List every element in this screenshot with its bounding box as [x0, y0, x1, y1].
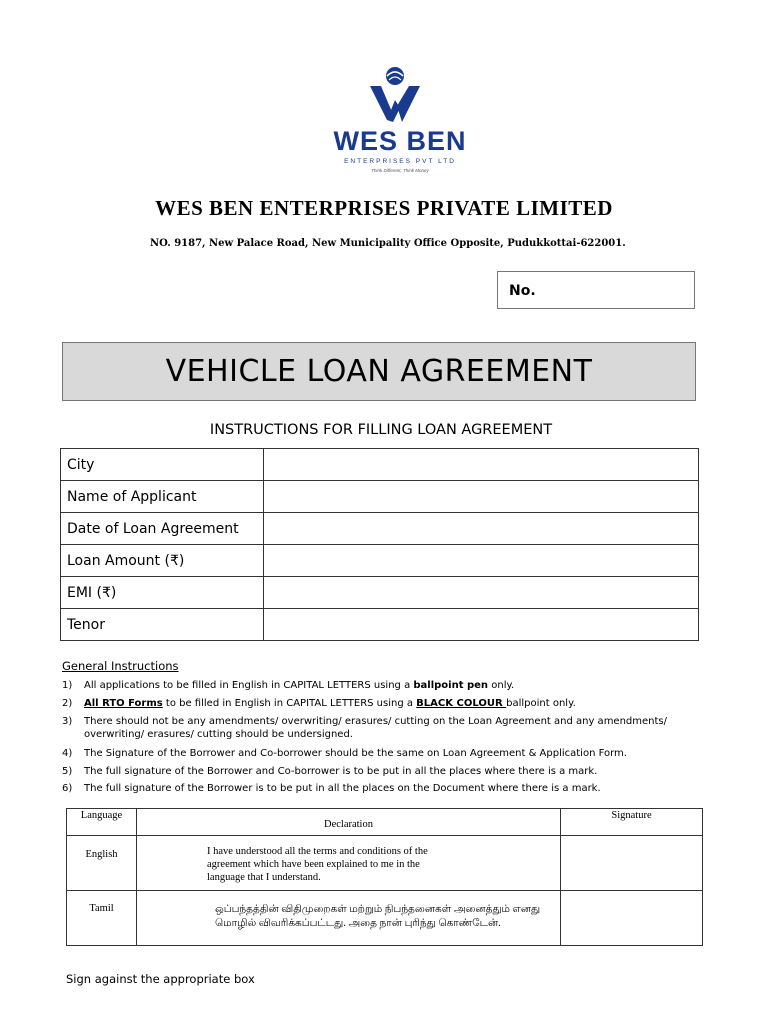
logo-tagline: Think Different, Think Money	[371, 168, 429, 173]
agreement-number-label: No.	[509, 283, 536, 299]
english-declaration	[137, 836, 561, 891]
declaration-line: I have understood all the terms and conditions of the	[207, 846, 428, 857]
instruction-number: 2)	[62, 698, 73, 709]
emi-label: EMI (₹)	[61, 577, 264, 609]
table-row	[61, 449, 699, 481]
logo-subtitle: ENTERPRISES PVT LTD	[344, 158, 456, 165]
instruction-number: 6)	[62, 783, 73, 794]
agreement-date-field[interactable]	[264, 513, 699, 545]
loan-details-table	[60, 448, 699, 641]
document-title: VEHICLE LOAN AGREEMENT	[62, 342, 696, 401]
instruction-emphasis: All RTO Forms	[84, 698, 163, 709]
instruction-number: 3)	[62, 716, 73, 727]
wesben-logo-mark-icon	[325, 60, 475, 126]
table-row	[67, 836, 703, 891]
instruction-number: 1)	[62, 680, 73, 691]
instruction-number: 5)	[62, 766, 73, 777]
general-instructions-title: General Instructions	[62, 659, 179, 673]
emi-field[interactable]	[264, 577, 699, 609]
instruction-text-part: All applications to be filled in English in CAPITAL LETTERS using a	[84, 680, 414, 691]
company-logo	[325, 60, 475, 180]
declaration-line: language that I understand.	[207, 872, 321, 883]
declaration-line: ஒப்பந்தத்தின் விதிமுறைகள் மற்றும் நிபந்தனைகள் அனைத்தும் எனது	[215, 904, 541, 915]
english-signature-box[interactable]	[561, 836, 703, 891]
instruction-text-part: ballpoint only.	[506, 698, 576, 709]
table-row	[61, 577, 699, 609]
declaration-table	[66, 808, 703, 946]
instruction-text-part: overwriting/ erasures/ cutting should be undersigned.	[84, 729, 353, 740]
instruction-text-part: to be filled in English in CAPITAL LETTERS using a	[162, 698, 417, 709]
table-row	[61, 609, 699, 641]
table-row	[61, 481, 699, 513]
declaration-header: Declaration	[137, 809, 561, 836]
city-field[interactable]	[264, 449, 699, 481]
company-address: NO. 9187, New Palace Road, New Municipality Office Opposite, Pudukkottai-622001.	[150, 238, 626, 249]
table-row	[61, 545, 699, 577]
language-header: Language	[67, 809, 137, 836]
tamil-declaration	[137, 891, 561, 946]
table-row	[67, 891, 703, 946]
instruction-text	[84, 715, 724, 741]
instruction-text-part: There should not be any amendments/ overwriting/ erasures/ cutting on the Loan Agreement and any amendments/	[84, 716, 667, 727]
table-row	[61, 513, 699, 545]
loan-amount-field[interactable]	[264, 545, 699, 577]
instruction-emphasis: ballpoint pen	[413, 680, 489, 691]
language-english: English	[67, 836, 137, 891]
tamil-signature-box[interactable]	[561, 891, 703, 946]
tenor-label: Tenor	[61, 609, 264, 641]
applicant-name-label: Name of Applicant	[61, 481, 264, 513]
agreement-number-box[interactable]	[497, 271, 695, 309]
signature-header: Signature	[561, 809, 703, 836]
agreement-date-label: Date of Loan Agreement	[61, 513, 264, 545]
applicant-name-field[interactable]	[264, 481, 699, 513]
instruction-text	[84, 697, 724, 710]
sign-note: Sign against the appropriate box	[66, 972, 255, 986]
instruction-text-part: only.	[488, 680, 515, 691]
instruction-text: The full signature of the Borrower is to be put in all the places on the Document where there is a mark.	[84, 783, 601, 794]
declaration-line: agreement which have been explained to me in the	[207, 859, 420, 870]
instruction-number: 4)	[62, 748, 73, 759]
company-name: WES BEN ENTERPRISES PRIVATE LIMITED	[155, 196, 613, 220]
instruction-text: The full signature of the Borrower and Co-borrower is to be put in all the places where there is a mark.	[84, 766, 598, 777]
instructions-heading: INSTRUCTIONS FOR FILLING LOAN AGREEMENT	[209, 422, 553, 438]
instruction-text: The Signature of the Borrower and Co-borrower should be the same on Loan Agreement & Application Form.	[84, 748, 627, 759]
language-tamil: Tamil	[67, 891, 137, 946]
table-header-row	[67, 809, 703, 836]
instruction-text	[84, 679, 724, 692]
loan-amount-label: Loan Amount (₹)	[61, 545, 264, 577]
declaration-line: மொழில் விவரிக்கப்பட்டது. அதை நான் புரிந்து கொண்டேன்.	[215, 918, 501, 929]
city-label: City	[61, 449, 264, 481]
instruction-emphasis: BLACK COLOUR	[416, 698, 507, 709]
logo-brand-text: WES BEN	[333, 126, 467, 156]
tenor-field[interactable]	[264, 609, 699, 641]
